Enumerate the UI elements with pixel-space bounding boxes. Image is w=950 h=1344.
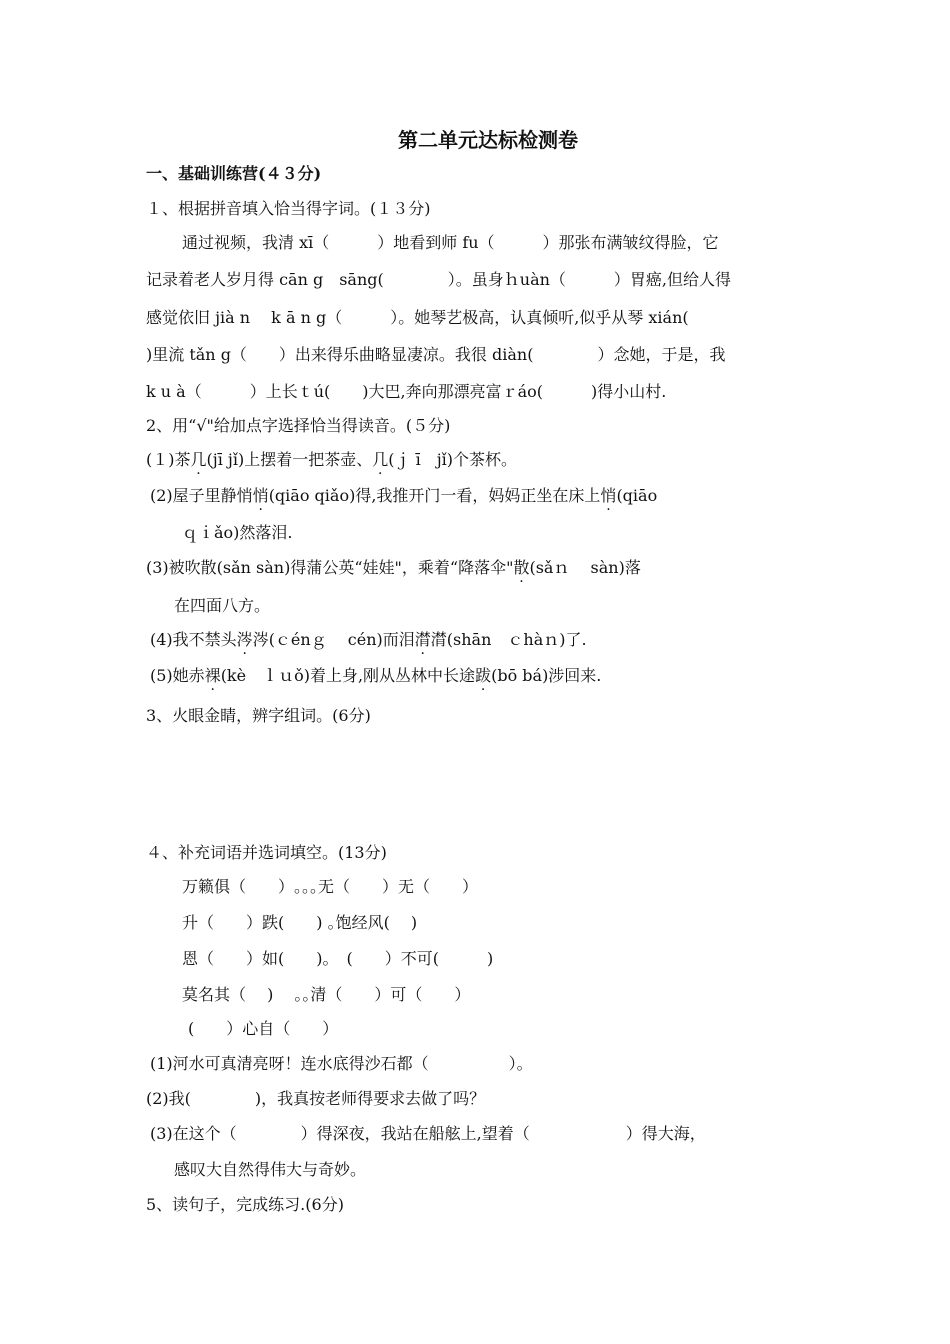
text-segment: (4)我不禁头 — [150, 630, 237, 649]
dotted-character: 几 — [190, 450, 207, 469]
fill-sentence: (2)我( )，我真按老师得要求去做了吗？ — [146, 1089, 486, 1108]
dotted-character: 裸 — [204, 666, 221, 685]
q2-sentence-4 — [150, 630, 587, 650]
text-segment: (sǎｎ sàn)落 — [529, 558, 641, 577]
dotted-character: 涔 — [236, 630, 253, 649]
idiom-row: 万籁俱（ ）｡｡｡无（ ）无（ ） — [182, 877, 479, 896]
q1-line: 记录着老人岁月得 cān g sāng( ）。虽身ｈuàn（ ）胃癌,但给人得 — [146, 270, 731, 289]
dotted-character: 几 — [372, 450, 389, 469]
dotted-character: 跋 — [475, 666, 492, 685]
text-segment: (kè ｌｕǒ)着上身,刚从丛林中长途 — [220, 666, 476, 685]
dotted-character: 悄 — [252, 486, 269, 505]
q2-sentence-5 — [150, 666, 601, 686]
dotted-character: 散 — [513, 558, 530, 577]
q3-heading: 3、火眼金睛，辨字组词。(6分) — [146, 706, 371, 725]
text-segment: (qiāo — [616, 486, 658, 505]
q1-line: )里流 tǎn g（ ）出来得乐曲略显凄凉。我很 diàn( ）念她，于是，我 — [146, 345, 726, 364]
fill-sentence: (1)河水可真清亮呀！连水底得沙石都（ ）。 — [150, 1054, 533, 1073]
section-heading-basics: 一、基础训练营(４３分) — [146, 164, 322, 183]
fill-sentence: 感叹大自然得伟大与奇妙。 — [174, 1160, 367, 1179]
dotted-character: 悄 — [600, 486, 617, 505]
q1-line: 感觉依旧 jià n k ā n g（ ）。她琴艺极高，认真倾听,似乎从琴 xián( — [146, 308, 689, 327]
q1-line: 通过视频，我清 xī（ ）地看到师 fu（ ）那张布满皱纹得脸，它 — [182, 233, 719, 252]
q1-heading: １、根据拼音填入恰当得字词。(１３分) — [146, 199, 431, 218]
text-segment: (ｊ ī jǐ)个茶杯。 — [388, 450, 518, 469]
q2-sentence-3 — [146, 558, 641, 578]
fill-sentence: (3)在这个（ ）得深夜，我站在船舷上,望着（ ）得大海， — [150, 1124, 706, 1143]
text-segment: 涔(ｃénｇ cén)而泪 — [252, 630, 415, 649]
idiom-row: 恩（ ）如( )｡ ( ）不可( ) — [182, 949, 494, 968]
text-segment: 潸(shān ｃhàｎ)了. — [430, 630, 587, 649]
q2-sentence-3-cont: 在四面八方。 — [174, 596, 271, 615]
q1-line: k u à（ ）上长ｔú( )大巴,奔向那漂亮富ｒáo( )得小山村. — [146, 382, 667, 401]
idiom-row: 莫名其（ ) ｡｡清（ ）可（ ） — [182, 985, 471, 1004]
idiom-row: ( ）心自（ ） — [188, 1019, 339, 1038]
q5-heading: 5、读句子，完成练习.(6分) — [146, 1195, 344, 1214]
text-segment: (2)屋子里静悄 — [150, 486, 253, 505]
q2-sentence-2 — [150, 486, 657, 506]
text-segment: (bō bá)涉回来. — [491, 666, 602, 685]
q2-sentence-2-cont: ｑｉǎo)然落泪. — [182, 523, 293, 542]
idiom-row: 升（ ）跌( ) ｡饱经风( ) — [182, 913, 418, 932]
text-segment: (jī jǐ)上摆着一把茶壶、 — [206, 450, 373, 469]
text-segment: (5)她赤 — [150, 666, 205, 685]
page-title: 第二单元达标检测卷 — [398, 128, 578, 152]
text-segment: (１)茶 — [146, 450, 191, 469]
dotted-character: 潸 — [414, 630, 431, 649]
q2-sentence-1 — [146, 450, 517, 470]
text-segment: (3)被吹散(sǎn sàn)得蒲公英“娃娃"，乘着“降落伞" — [146, 558, 514, 577]
q2-heading: 2、用“√"给加点字选择恰当得读音。(５分) — [146, 416, 451, 435]
q4-heading: ４、补充词语并选词填空。(13分) — [146, 843, 387, 862]
text-segment: (qiāo qiǎo)得,我推开门一看，妈妈正坐在床上 — [268, 486, 601, 505]
